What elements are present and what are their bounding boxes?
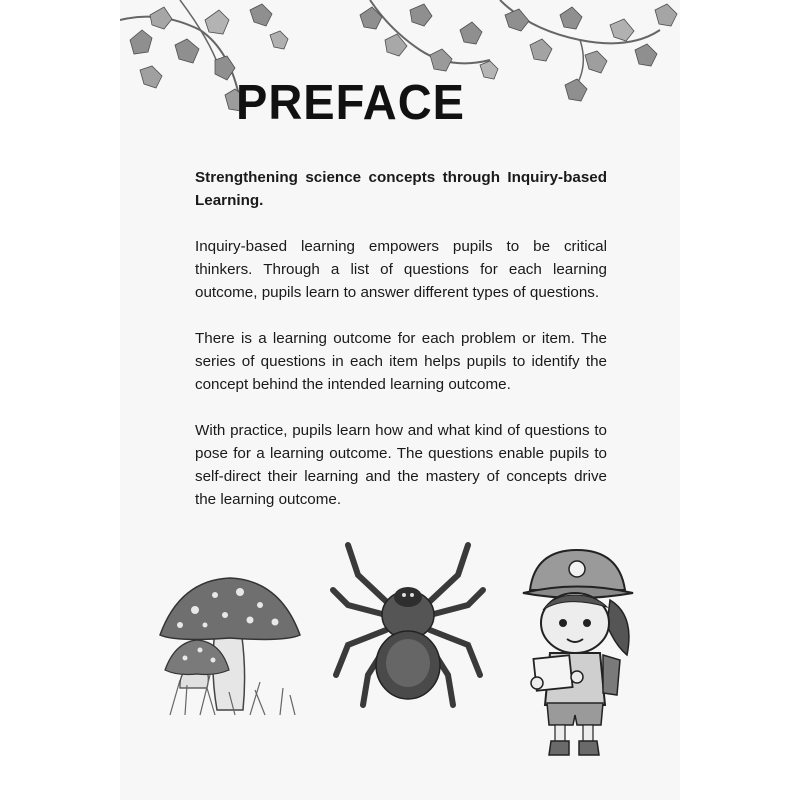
intro-heading: Strengthening science concepts through Inquiry-based Learning.: [195, 169, 607, 209]
tarantula-illustration: [328, 535, 488, 710]
mushroom-illustration: [155, 570, 305, 720]
paragraph-3: With practice, pupils learn how and what kind of questions to pose for a learning outcome. The questions enable pupils to self-direct their learning and the mastery of concepts drive the learning outcome.: [195, 422, 607, 508]
paragraph-1: Inquiry-based learning empowers pupils to be critical thinkers. Through a list of questions for each learning outcome, pupils learn to answer different types of questions.: [195, 238, 607, 301]
paragraph-2: There is a learning outcome for each problem or item. The series of questions in each item helps pupils to identify the concept behind the intended learning outcome.: [195, 330, 607, 393]
page-title: PREFACE: [236, 73, 465, 130]
preface-body: [195, 166, 607, 534]
girl-explorer-illustration: [515, 545, 645, 760]
